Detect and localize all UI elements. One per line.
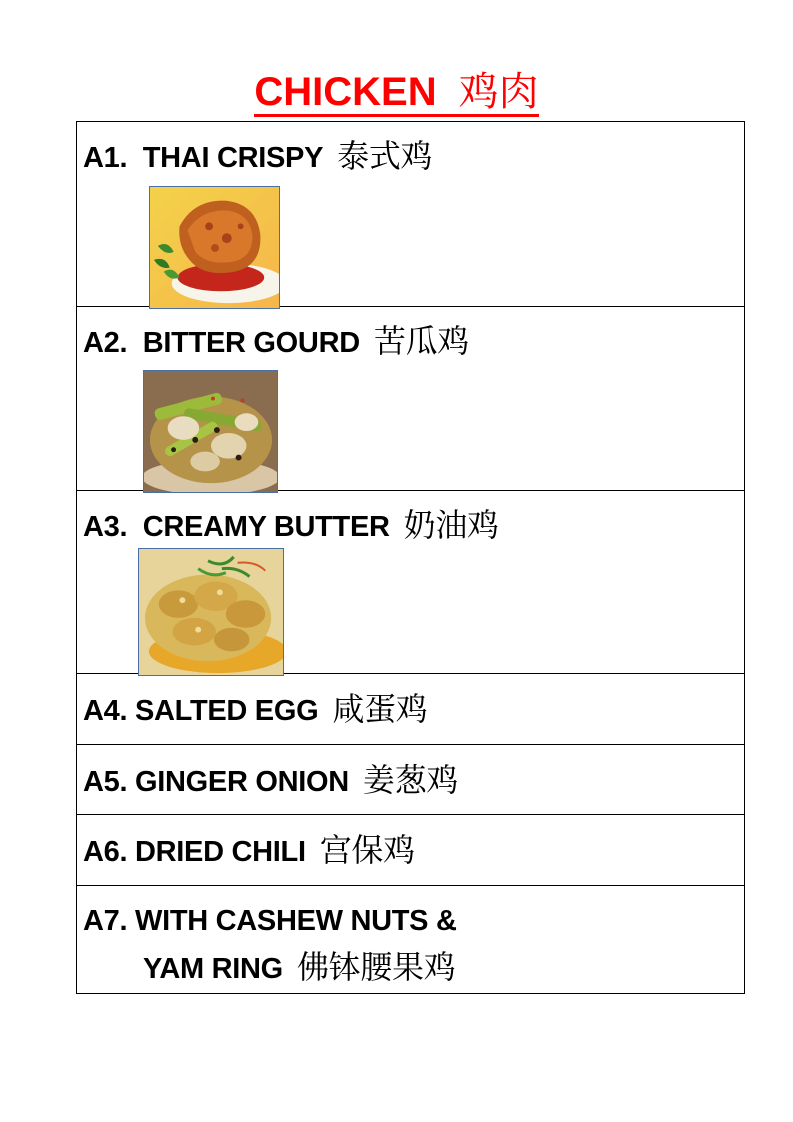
page-title-underlined: [254, 70, 538, 117]
item-name-en: YAM RING: [143, 953, 283, 985]
item-code: A3.: [83, 511, 128, 543]
item-name-en: THAI CRISPY: [142, 142, 324, 174]
title-chinese: 鸡肉: [458, 70, 539, 114]
bitter-gourd-chicken-photo: [143, 370, 278, 493]
item-name-en: DRIED CHILI: [135, 836, 306, 868]
item-name-zh: 宫保鸡: [319, 832, 415, 868]
menu-item-a4: [77, 674, 744, 745]
item-code: A4.: [83, 695, 128, 727]
item-code: A7.: [83, 905, 128, 937]
page-title: [0, 66, 793, 118]
menu-item-a6: [77, 815, 744, 886]
menu-item-name: [83, 505, 499, 547]
menu-item-a5: [77, 745, 744, 815]
item-code: A6.: [83, 836, 128, 868]
item-name-en: SALTED EGG: [135, 695, 319, 727]
item-name-en: WITH CASHEW NUTS &: [135, 905, 457, 937]
menu-item-name: [83, 760, 458, 802]
menu-item-name: [83, 136, 432, 178]
menu-item-name: [83, 321, 469, 363]
menu-item-a3: [77, 491, 744, 674]
item-name-line1: [83, 898, 457, 944]
menu-item-a1: [77, 122, 744, 307]
item-name-en: CREAMY BUTTER: [142, 511, 390, 543]
item-name-en: BITTER GOURD: [142, 327, 360, 359]
item-name-zh: 姜葱鸡: [362, 762, 459, 798]
item-code: A1.: [83, 142, 128, 174]
menu-item-a7: [77, 886, 744, 993]
item-name-en: GINGER ONION: [135, 766, 349, 798]
item-name-zh: 苦瓜鸡: [373, 323, 469, 359]
item-name-line2: [83, 944, 457, 992]
menu-table: [76, 121, 745, 994]
item-code: A5.: [83, 766, 128, 798]
item-name-zh: 佛钵腰果鸡: [296, 949, 456, 985]
item-name-zh: 泰式鸡: [337, 138, 433, 174]
item-code: A2.: [83, 327, 128, 359]
creamy-butter-chicken-photo: [138, 548, 284, 676]
item-name-zh: 咸蛋鸡: [332, 691, 428, 727]
item-name-zh: 奶油鸡: [403, 507, 499, 543]
thai-crispy-chicken-photo: [149, 186, 280, 309]
title-english: CHICKEN: [254, 70, 437, 114]
menu-item-name: [83, 898, 457, 992]
menu-item-name: [83, 830, 415, 872]
menu-item-name: [83, 689, 427, 731]
menu-item-a2: [77, 307, 744, 491]
